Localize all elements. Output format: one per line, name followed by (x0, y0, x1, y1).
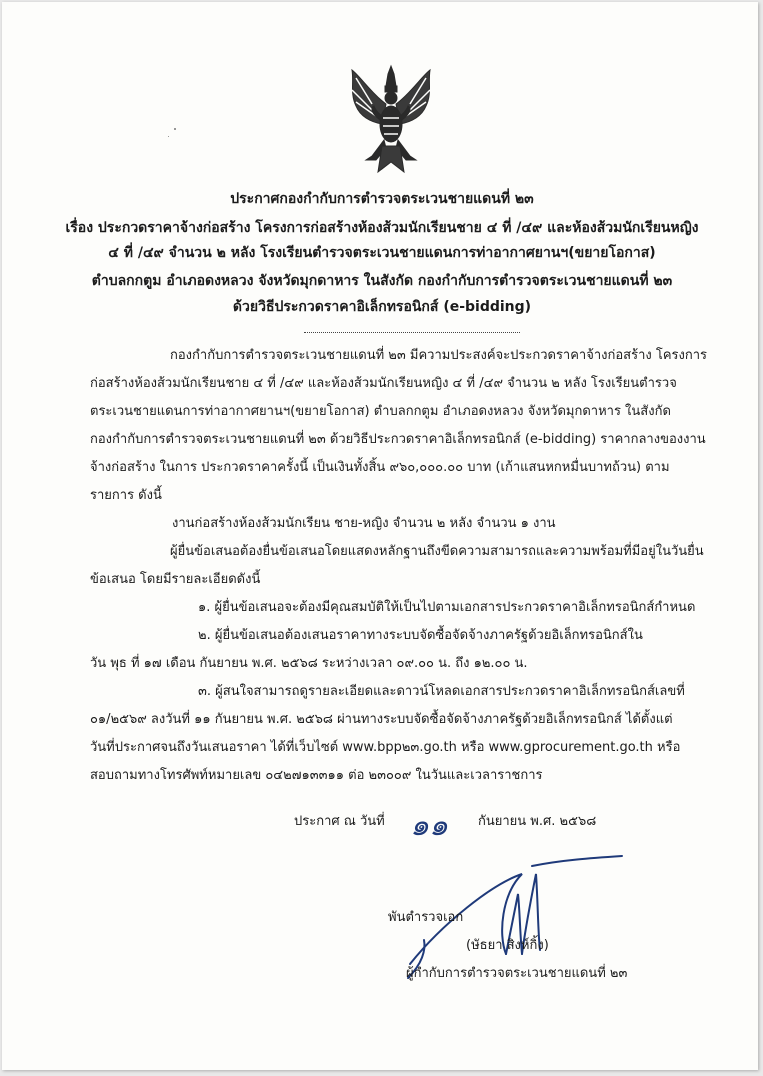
separator-dotted-line (304, 332, 520, 333)
paper-speck (168, 136, 169, 137)
condition-1: ๑. ผู้ยื่นข้อเสนอจะต้องมีคุณสมบัติให้เป็นไปตามเอกสารประกวดราคาอิเล็กทรอนิกส์กำหนด (198, 600, 696, 615)
subject-line-4: ด้วยวิธีประกวดราคาอิเล็กทรอนิกส์ (e-bidding) (232, 299, 532, 315)
document-page (2, 2, 758, 1070)
condition-2-line-1: ๒. ผู้ยื่นข้อเสนอต้องเสนอราคาทางระบบจัดซื้อจัดจ้างภาครัฐด้วยอิเล็กทรอนิกส์ใน (198, 628, 643, 643)
paragraph-1-line-6: รายการ ดังนี้ (90, 488, 162, 503)
condition-3-line-4: สอบถามทางโทรศัพท์หมายเลข ๐๔๒๗๑๓๓๑๑ ต่อ ๒๓๐๐๙ ในวันและเวลาราชการ (90, 768, 543, 783)
work-item-line: งานก่อสร้างห้องส้วมนักเรียน ชาย-หญิง จำนวน ๒ หลัง จำนวน ๑ งาน (172, 516, 556, 531)
announce-month-year: กันยายน พ.ศ. ๒๕๖๘ (478, 814, 597, 829)
condition-3-line-3: วันที่ประกาศจนถึงวันเสนอราคา ได้ที่เว็บไซต์ www.bpp๒๓.go.th หรือ www.gprocurement.go.th หรือ (90, 740, 681, 755)
paper-speck (174, 128, 176, 130)
handwritten-day: ๑๑ (410, 808, 449, 843)
paragraph-1-line-4: กองกำกับการตำรวจตระเวนชายแดนที่ ๒๓ ด้วยวิธีประกวดราคาอิเล็กทรอนิกส์ (e-bidding) ราคากลางของงาน (90, 432, 706, 447)
paragraph-2-line-1: ผู้ยื่นข้อเสนอต้องยื่นข้อเสนอโดยแสดงหลักฐานถึงขีดความสามารถและความพร้อมที่มีอยู่ในวันยื่น (170, 544, 704, 559)
signatory-position: ผู้กำกับการตำรวจตระเวนชายแดนที่ ๒๓ (406, 966, 628, 981)
signatory-name: (ษัธยา สิงห์กิ้ง) (466, 938, 549, 953)
subject-line-2: ๔ ที่ /๔๙ จำนวน ๒ หลัง โรงเรียนตำรวจตระเวนชายแดนการท่าอากาศยานฯ(ขยายโอกาส) (108, 245, 656, 261)
paragraph-1-line-3: ตระเวนชายแดนการท่าอากาศยานฯ(ขยายโอกาส) ตำบลกกตูม อำเภอดงหลวง จังหวัดมุกดาหาร ในสังกัด (90, 404, 671, 419)
paragraph-1-line-2: ก่อสร้างห้องส้วมนักเรียนชาย ๔ ที่ /๔๙ และห้องส้วมนักเรียนหญิง ๔ ที่ /๔๙ จำนวน ๒ หลัง โรงเรียนตำรวจ (90, 376, 677, 391)
announcement-title: ประกาศกองกำกับการตำรวจตระเวนชายแดนที่ ๒๓ (230, 191, 534, 207)
condition-2-line-2: วัน พุธ ที่ ๑๗ เดือน กันยายน พ.ศ. ๒๕๖๘ ระหว่างเวลา ๐๙.๐๐ น. ถึง ๑๒.๐๐ น. (90, 656, 528, 671)
paragraph-1-line-1: กองกำกับการตำรวจตระเวนชายแดนที่ ๒๓ มีความประสงค์จะประกวดราคาจ้างก่อสร้าง โครงการ (170, 348, 708, 363)
paragraph-2-line-2: ข้อเสนอ โดยมีรายละเอียดดังนี้ (90, 572, 261, 587)
announce-date-prefix: ประกาศ ณ วันที่ (294, 814, 385, 829)
garuda-emblem-icon (342, 64, 440, 176)
condition-3-line-2: ๐๑/๒๕๖๙ ลงวันที่ ๑๑ กันยายน พ.ศ. ๒๕๖๘ ผ่านทางระบบจัดซื้อจัดจ้างภาครัฐด้วยอิเล็กทรอนิกส์ ได้ตั้งแต่ (90, 712, 673, 727)
paragraph-1-line-5: จ้างก่อสร้าง ในการ ประกวดราคาครั้งนี้ เป็นเงินทั้งสิ้น ๙๖๐,๐๐๐.๐๐ บาท (เก้าแสนหกหมื่นบาทถ้วน) ตาม (90, 460, 670, 475)
signatory-rank: พันตำรวจเอก (388, 910, 464, 925)
subject-line-1: เรื่อง ประกวดราคาจ้างก่อสร้าง โครงการก่อสร้างห้องส้วมนักเรียนชาย ๔ ที่ /๔๙ และห้องส้วมนักเรียนหญิง (65, 220, 699, 236)
subject-line-3: ตำบลกกตูม อำเภอดงหลวง จังหวัดมุกดาหาร ในสังกัด กองกำกับการตำรวจตระเวนชายแดนที่ ๒๓ (91, 273, 673, 289)
condition-3-line-1: ๓. ผู้สนใจสามารถดูรายละเอียดและดาวน์โหลดเอกสารประกวดราคาอิเล็กทรอนิกส์เลขที่ (198, 684, 685, 699)
